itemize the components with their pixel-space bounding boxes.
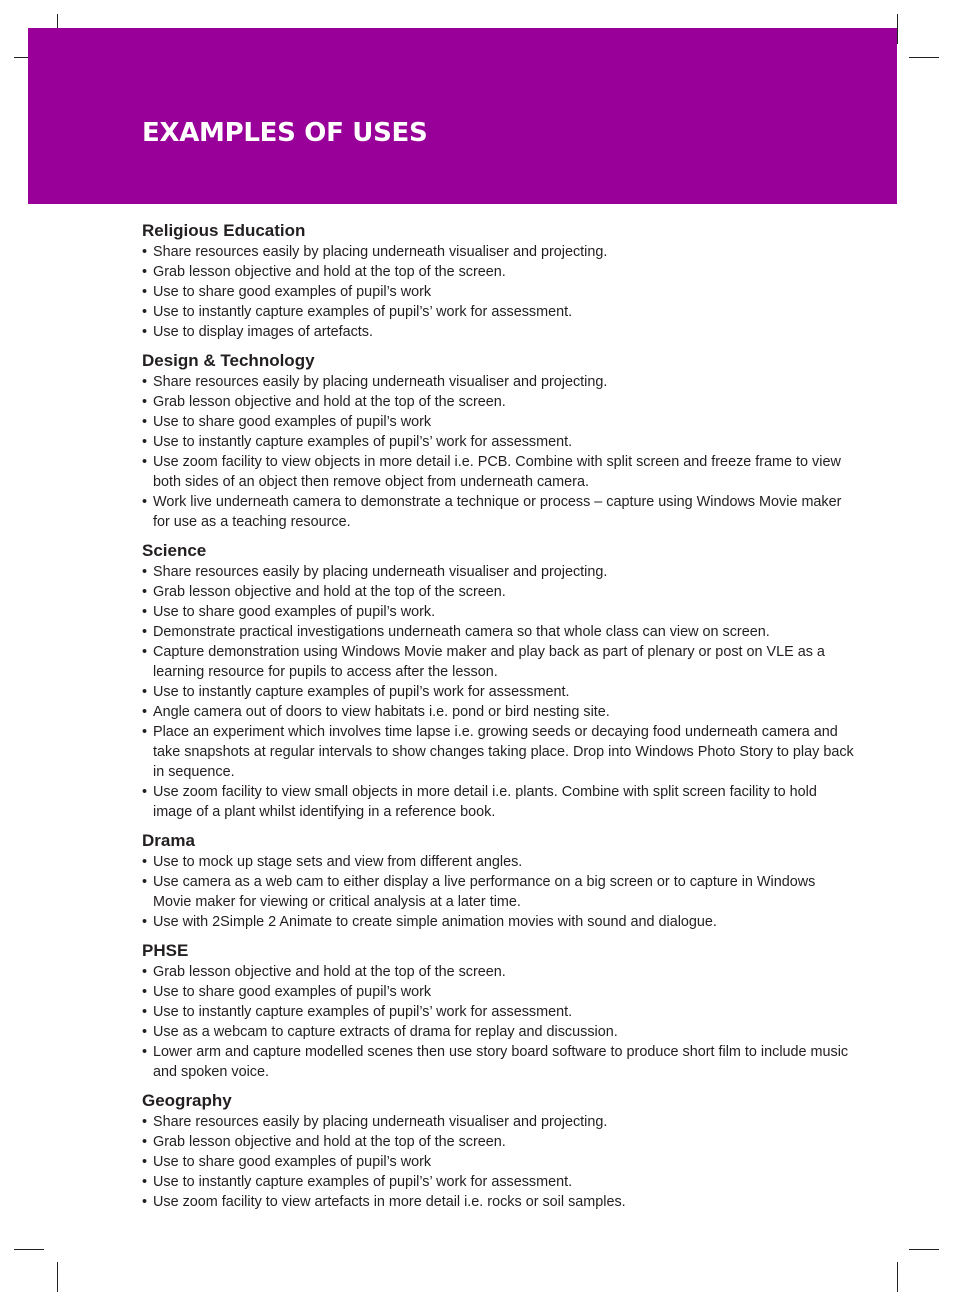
section-religious-education: [142, 220, 854, 342]
header-banner: [28, 28, 897, 204]
list-item: • Use zoom facility to view objects in more detail i.e. PCB. Combine with split screen and freeze frame to view both sides of an object then remove object from underneath camera.: [142, 452, 854, 492]
list-item: • Capture demonstration using Windows Movie maker and play back as part of plenary or post on VLE as a learning resource for pupils to access after the lesson.: [142, 642, 854, 682]
list-item: • Grab lesson objective and hold at the top of the screen.: [142, 962, 854, 982]
section-heading: Drama: [142, 831, 195, 850]
list-item: • Grab lesson objective and hold at the top of the screen.: [142, 1132, 854, 1152]
list-item: • Use to instantly capture examples of pupil’s’ work for assessment.: [142, 1002, 854, 1022]
list-item: • Use to share good examples of pupil’s work.: [142, 602, 854, 622]
list-item: • Demonstrate practical investigations underneath camera so that whole class can view on screen.: [142, 622, 854, 642]
list-item: • Use with 2Simple 2 Animate to create simple animation movies with sound and dialogue.: [142, 912, 854, 932]
list-item: • Use zoom facility to view small objects in more detail i.e. plants. Combine with split screen facility to hold image of a plant whilst identifying in a reference book.: [142, 782, 854, 822]
list-item: • Share resources easily by placing underneath visualiser and projecting.: [142, 562, 854, 582]
bullet-list: [142, 372, 854, 532]
crop-mark: [57, 1262, 58, 1292]
section-design-technology: [142, 350, 854, 532]
list-item: • Share resources easily by placing underneath visualiser and projecting.: [142, 372, 854, 392]
section-heading: Religious Education: [142, 221, 306, 240]
section-heading: Design & Technology: [142, 351, 315, 370]
list-item: • Use to display images of artefacts.: [142, 322, 854, 342]
list-item: • Share resources easily by placing underneath visualiser and projecting.: [142, 242, 854, 262]
crop-mark: [909, 1249, 939, 1250]
list-item: • Lower arm and capture modelled scenes then use story board software to produce short film to include music and spoken voice.: [142, 1042, 854, 1082]
section-heading: PHSE: [142, 941, 189, 960]
section-science: [142, 540, 854, 822]
list-item: • Use to share good examples of pupil’s work: [142, 1152, 854, 1172]
bullet-list: [142, 242, 854, 342]
section-phse: [142, 940, 854, 1082]
bullet-list: [142, 562, 854, 822]
crop-mark: [897, 14, 898, 44]
section-drama: [142, 830, 854, 932]
bullet-list: [142, 1112, 854, 1212]
crop-mark: [897, 1262, 898, 1292]
list-item: • Use to instantly capture examples of pupil’s’ work for assessment.: [142, 302, 854, 322]
section-heading: Science: [142, 541, 207, 560]
list-item: • Work live underneath camera to demonstrate a technique or process – capture using Windows Movie maker for use as a teaching resource.: [142, 492, 854, 532]
bullet-list: [142, 852, 854, 932]
list-item: • Use as a webcam to capture extracts of drama for replay and discussion.: [142, 1022, 854, 1042]
list-item: • Use to share good examples of pupil’s work: [142, 282, 854, 302]
bullet-list: [142, 962, 854, 1082]
list-item: • Use to share good examples of pupil’s work: [142, 982, 854, 1002]
list-item: • Angle camera out of doors to view habitats i.e. pond or bird nesting site.: [142, 702, 854, 722]
crop-mark: [909, 57, 939, 58]
list-item: • Grab lesson objective and hold at the top of the screen.: [142, 392, 854, 412]
list-item: • Use to instantly capture examples of pupil’s’ work for assessment.: [142, 1172, 854, 1192]
list-item: • Use to instantly capture examples of pupil’s’ work for assessment.: [142, 432, 854, 452]
list-item: • Use to mock up stage sets and view from different angles.: [142, 852, 854, 872]
section-geography: [142, 1090, 854, 1212]
content-body: [142, 220, 854, 1220]
crop-mark: [14, 1249, 44, 1250]
page-title: EXAMPLES OF USES: [142, 118, 428, 148]
section-heading: Geography: [142, 1091, 232, 1110]
list-item: • Use camera as a web cam to either display a live performance on a big screen or to capture in Windows Movie maker for viewing or critical analysis at a later time.: [142, 872, 854, 912]
list-item: • Place an experiment which involves time lapse i.e. growing seeds or decaying food underneath camera and take snapshots at regular intervals to show changes taking place. Drop into Windows Photo Story to play back in sequence.: [142, 722, 854, 782]
list-item: • Use to instantly capture examples of pupil’s work for assessment.: [142, 682, 854, 702]
list-item: • Use to share good examples of pupil’s work: [142, 412, 854, 432]
list-item: • Grab lesson objective and hold at the top of the screen.: [142, 582, 854, 602]
list-item: • Use zoom facility to view artefacts in more detail i.e. rocks or soil samples.: [142, 1192, 854, 1212]
list-item: • Share resources easily by placing underneath visualiser and projecting.: [142, 1112, 854, 1132]
list-item: • Grab lesson objective and hold at the top of the screen.: [142, 262, 854, 282]
